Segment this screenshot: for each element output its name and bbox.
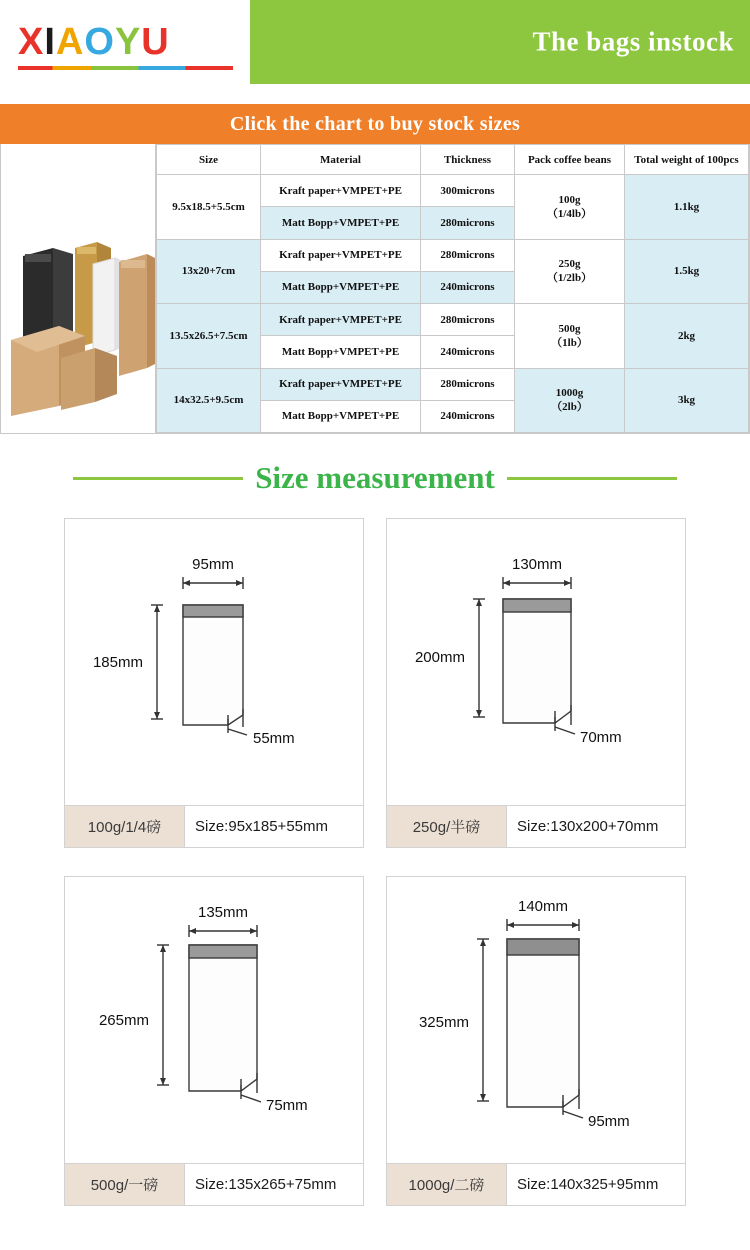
card-footer <box>387 805 685 847</box>
cell-total: 3kg <box>625 368 749 433</box>
card-weight-label: 100g/1/4磅 <box>65 806 185 847</box>
cell-pack <box>515 175 625 240</box>
cell-thickness: 280microns <box>421 304 515 336</box>
cell-thickness: 240microns <box>421 336 515 368</box>
card-figure <box>387 877 685 1163</box>
logo-text <box>18 23 170 61</box>
col-header-material: Material <box>261 145 421 175</box>
width-label: 95mm <box>192 556 234 573</box>
size-measurement-title: Size measurement <box>255 460 495 495</box>
height-label: 325mm <box>418 1014 469 1031</box>
size-card-250g[interactable] <box>386 518 686 848</box>
card-size-label: Size:95x185+55mm <box>185 806 363 847</box>
bag-photo-illustration <box>1 144 156 433</box>
table-row[interactable] <box>157 175 749 207</box>
cell-thickness: 300microns <box>421 175 515 207</box>
gusset-label: 75mm <box>266 1097 308 1114</box>
card-weight-label: 250g/半磅 <box>387 806 507 847</box>
size-card-1000g[interactable] <box>386 876 686 1206</box>
card-weight-label: 500g/一磅 <box>65 1164 185 1205</box>
col-header-size: Size <box>157 145 261 175</box>
cell-material: Kraft paper+VMPET+PE <box>261 239 421 271</box>
cell-thickness: 280microns <box>421 207 515 239</box>
height-label: 200mm <box>414 649 465 666</box>
cell-material: Matt Bopp+VMPET+PE <box>261 207 421 239</box>
bag-photo <box>1 144 156 433</box>
banner-label: Click the chart to buy stock sizes <box>229 112 521 135</box>
pack-main: 1000g <box>555 387 584 400</box>
cell-total: 2kg <box>625 304 749 369</box>
spec-table <box>156 144 749 433</box>
cell-thickness: 280microns <box>421 239 515 271</box>
spec-table-section <box>0 144 750 434</box>
card-footer <box>65 1163 363 1205</box>
logo-letter: Y <box>114 21 142 63</box>
pack-sub: （1lb） <box>551 336 588 349</box>
size-card-100g[interactable] <box>64 518 364 848</box>
stock-sizes-banner[interactable] <box>0 104 750 144</box>
card-size-label: Size:140x325+95mm <box>507 1164 685 1205</box>
logo-underline-decoration <box>18 66 233 70</box>
cell-size: 9.5x18.5+5.5cm <box>157 175 261 240</box>
logo-letter: O <box>84 21 115 63</box>
col-header-pack: Pack coffee beans <box>515 145 625 175</box>
size-card-500g[interactable] <box>64 876 364 1206</box>
page-header <box>0 0 750 84</box>
cell-thickness: 280microns <box>421 368 515 400</box>
height-label: 265mm <box>98 1012 149 1029</box>
height-label: 185mm <box>92 654 143 671</box>
cell-thickness: 240microns <box>421 271 515 303</box>
logo-letter: I <box>44 21 56 63</box>
bag-diagram-icon <box>65 519 355 805</box>
logo-letter: X <box>18 21 45 63</box>
cell-total: 1.5kg <box>625 239 749 304</box>
pack-main: 500g <box>558 322 581 335</box>
cell-material: Matt Bopp+VMPET+PE <box>261 336 421 368</box>
width-label: 130mm <box>511 556 563 573</box>
gusset-label: 70mm <box>580 729 622 746</box>
card-footer <box>65 805 363 847</box>
pack-main: 250g <box>558 258 581 271</box>
cell-material: Kraft paper+VMPET+PE <box>261 368 421 400</box>
cell-material: Matt Bopp+VMPET+PE <box>261 271 421 303</box>
bag-diagram-icon <box>387 877 677 1163</box>
table-row[interactable] <box>157 239 749 271</box>
size-measurement-heading <box>0 460 750 496</box>
width-label: 135mm <box>197 904 249 921</box>
pack-sub: （1/4lb） <box>546 207 593 220</box>
spec-table-body <box>157 175 749 433</box>
heading-rule-left <box>73 477 243 480</box>
table-header-row <box>157 145 749 175</box>
card-size-label: Size:130x200+70mm <box>507 806 685 847</box>
cell-material: Matt Bopp+VMPET+PE <box>261 400 421 432</box>
cell-total: 1.1kg <box>625 175 749 240</box>
logo-letter: A <box>55 21 85 63</box>
gusset-label: 95mm <box>588 1113 630 1130</box>
card-figure <box>387 519 685 805</box>
cell-pack <box>515 368 625 433</box>
card-size-label: Size:135x265+75mm <box>185 1164 363 1205</box>
col-header-total: Total weight of 100pcs <box>625 145 749 175</box>
table-row[interactable] <box>157 304 749 336</box>
logo-letter: U <box>141 21 170 63</box>
width-label: 140mm <box>517 898 569 915</box>
header-banner <box>250 0 750 84</box>
bag-diagram-icon <box>65 877 355 1163</box>
bag-diagram-icon <box>387 519 677 805</box>
gusset-label: 55mm <box>253 730 295 747</box>
cell-pack <box>515 239 625 304</box>
pack-main: 100g <box>558 193 581 206</box>
cell-size: 13x20+7cm <box>157 239 261 304</box>
cell-thickness: 240microns <box>421 400 515 432</box>
cell-size: 14x32.5+9.5cm <box>157 368 261 433</box>
pack-sub: （1/2lb） <box>546 272 593 285</box>
size-cards-grid <box>0 518 750 1206</box>
brand-logo <box>0 0 250 84</box>
card-weight-label: 1000g/二磅 <box>387 1164 507 1205</box>
spec-table-head <box>157 145 749 175</box>
table-row[interactable] <box>157 368 749 400</box>
heading-rule-right <box>507 477 677 480</box>
card-figure <box>65 519 363 805</box>
card-figure <box>65 877 363 1163</box>
card-footer <box>387 1163 685 1205</box>
col-header-thickness: Thickness <box>421 145 515 175</box>
cell-size: 13.5x26.5+7.5cm <box>157 304 261 369</box>
header-title: The bags instock <box>532 26 734 57</box>
cell-material: Kraft paper+VMPET+PE <box>261 304 421 336</box>
cell-material: Kraft paper+VMPET+PE <box>261 175 421 207</box>
cell-pack <box>515 304 625 369</box>
pack-sub: （2lb） <box>551 401 588 414</box>
